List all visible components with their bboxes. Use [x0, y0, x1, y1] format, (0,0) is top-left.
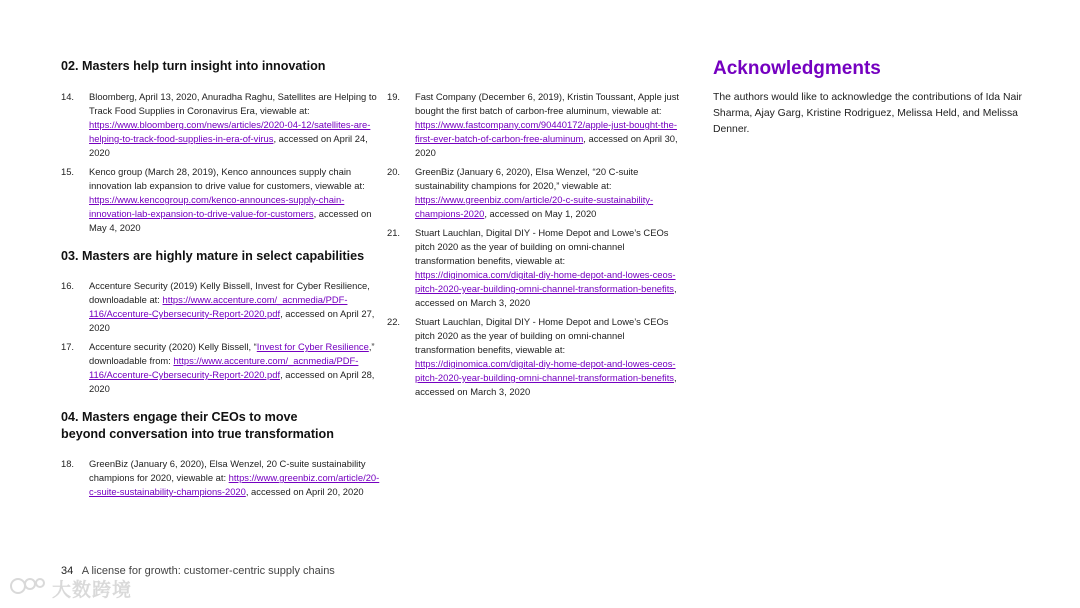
reference-body	[89, 340, 381, 396]
reference-title-link[interactable]: Invest for Cyber Resilience	[256, 341, 369, 352]
reference-text: GreenBiz (January 6, 2020), Elsa Wenzel, “20 C-suite sustainability champions for 2020,” viewable at:	[415, 166, 639, 191]
watermark-text: 大数跨境	[52, 580, 133, 601]
reference-item	[61, 90, 381, 160]
reference-accessed: , accessed on April 24, 2020	[89, 133, 368, 158]
reference-number: 21.	[387, 227, 401, 238]
reference-number: 22.	[387, 316, 401, 327]
reference-item	[387, 315, 687, 399]
reference-link[interactable]: https://www.accenture.com/_acnmedia/PDF-116/Accenture-Cybersecurity-Report-2020.pdf	[89, 294, 348, 319]
reference-number: 20.	[387, 166, 401, 177]
reference-text: Kenco group (March 28, 2019), Kenco announces supply chain innovation lab expansion to drive value for customers, viewable at:	[89, 166, 365, 191]
reference-link[interactable]: https://www.fastcompany.com/90440172/apple-just-bought-the-first-ever-batch-of-carbon-free-aluminum	[415, 119, 677, 144]
section-02	[61, 58, 381, 235]
reference-item	[387, 226, 687, 310]
reference-body	[89, 165, 381, 235]
reference-body	[415, 165, 687, 221]
reference-item	[387, 165, 687, 221]
reference-link[interactable]: https://www.accenture.com/_acnmedia/PDF-116/Accenture-Cybersecurity-Report-2020.pdf	[89, 355, 359, 380]
reference-accessed: , accessed on March 3, 2020	[415, 283, 677, 308]
reference-text: Fast Company (December 6, 2019), Kristin Toussant, Apple just bought the first batch of carbon-free aluminum, viewable at:	[415, 91, 680, 116]
section-04	[61, 409, 381, 499]
reference-list	[61, 457, 381, 499]
reference-list	[61, 279, 381, 396]
reference-number: 17.	[61, 341, 75, 352]
reference-item	[387, 90, 687, 160]
reference-text: Stuart Lauchlan, Digital DIY - Home Depot and Lowe’s CEOs pitch 2020 as the year of building on omni-channel transformation benefits, viewable at:	[415, 316, 669, 355]
reference-link[interactable]: https://diginomica.com/digital-diy-home-depot-and-lowes-ceos-pitch-2020-year-building-omni-channel-transformation-benefits	[415, 358, 676, 383]
reference-number: 16.	[61, 280, 75, 291]
page-number: 34	[61, 565, 74, 577]
reference-text: ,” downloadable from:	[89, 341, 375, 366]
reference-body	[415, 90, 687, 160]
section-heading: 03. Masters are highly mature in select capabilities	[61, 249, 365, 263]
reference-number: 15.	[61, 166, 75, 177]
reference-accessed: , accessed on May 1, 2020	[484, 208, 597, 219]
acknowledgments-column	[713, 58, 1033, 138]
reference-item	[61, 340, 381, 396]
reference-body	[89, 457, 381, 499]
watermark-logo-icon	[8, 574, 48, 603]
reference-list	[387, 90, 687, 399]
reference-item	[61, 457, 381, 499]
reference-body	[415, 226, 687, 310]
section-heading-line: 04. Masters engage their CEOs to move	[61, 410, 298, 424]
reference-link[interactable]: https://www.greenbiz.com/article/20-c-suite-sustainability-champions-2020	[89, 472, 380, 497]
reference-text: Accenture Security (2019) Kelly Bissell, Invest for Cyber Resilience, downloadable at:	[89, 280, 370, 305]
acknowledgments-title: Acknowledgments	[713, 58, 881, 79]
section-heading-line: beyond conversation into true transformation	[61, 427, 334, 441]
reference-body	[415, 315, 687, 399]
reference-accessed: , accessed on April 20, 2020	[245, 486, 364, 497]
references-column-middle	[387, 90, 687, 404]
reference-number: 14.	[61, 91, 75, 102]
reference-text: Bloomberg, April 13, 2020, Anuradha Raghu, Satellites are Helping to Track Food Supplies in Coronavirus Era, viewable at:	[89, 91, 377, 116]
references-column-left	[61, 58, 381, 504]
reference-list	[61, 90, 381, 235]
document-title: A license for growth: customer-centric supply chains	[81, 565, 335, 577]
section-heading: 02. Masters help turn insight into innovation	[61, 59, 326, 73]
watermark	[8, 574, 132, 603]
reference-text: Accenture security (2020) Kelly Bissell, “	[89, 341, 257, 352]
reference-body	[89, 279, 381, 335]
reference-accessed: , accessed on April 27, 2020	[89, 308, 375, 333]
reference-accessed: , accessed on April 28, 2020	[89, 369, 375, 394]
reference-accessed: , accessed on April 30, 2020	[415, 133, 678, 158]
reference-item	[61, 279, 381, 335]
acknowledgments-text: The authors would like to acknowledge the contributions of Ida Nair Sharma, Ajay Garg, Kristine Rodriguez, Melissa Held, and Melissa Denner.	[713, 92, 1023, 135]
section-heading	[61, 409, 381, 443]
reference-link[interactable]: https://www.kencogroup.com/kenco-announces-supply-chain-innovation-lab-expansion-to-drive-value-for-customers	[89, 194, 345, 219]
reference-text: Stuart Lauchlan, Digital DIY - Home Depot and Lowe’s CEOs pitch 2020 as the year of building on omni-channel transformation benefits, viewable at:	[415, 227, 669, 266]
reference-number: 18.	[61, 458, 75, 469]
reference-text: GreenBiz (January 6, 2020), Elsa Wenzel, 20 C-suite sustainability champions for 2020, viewable at:	[89, 458, 366, 483]
section-03	[61, 248, 381, 396]
reference-body	[89, 90, 381, 160]
reference-link[interactable]: https://www.bloomberg.com/news/articles/2020-04-12/satellites-are-helping-to-track-food-supplies-in-era-of-virus	[89, 119, 371, 144]
reference-accessed: , accessed on May 4, 2020	[89, 208, 372, 233]
reference-item	[61, 165, 381, 235]
reference-accessed: , accessed on March 3, 2020	[415, 372, 677, 397]
reference-number: 19.	[387, 91, 401, 102]
reference-link[interactable]: https://www.greenbiz.com/article/20-c-suite-sustainability-champions-2020	[415, 194, 654, 219]
reference-link[interactable]: https://diginomica.com/digital-diy-home-depot-and-lowes-ceos-pitch-2020-year-building-omni-channel-transformation-benefits	[415, 269, 676, 294]
